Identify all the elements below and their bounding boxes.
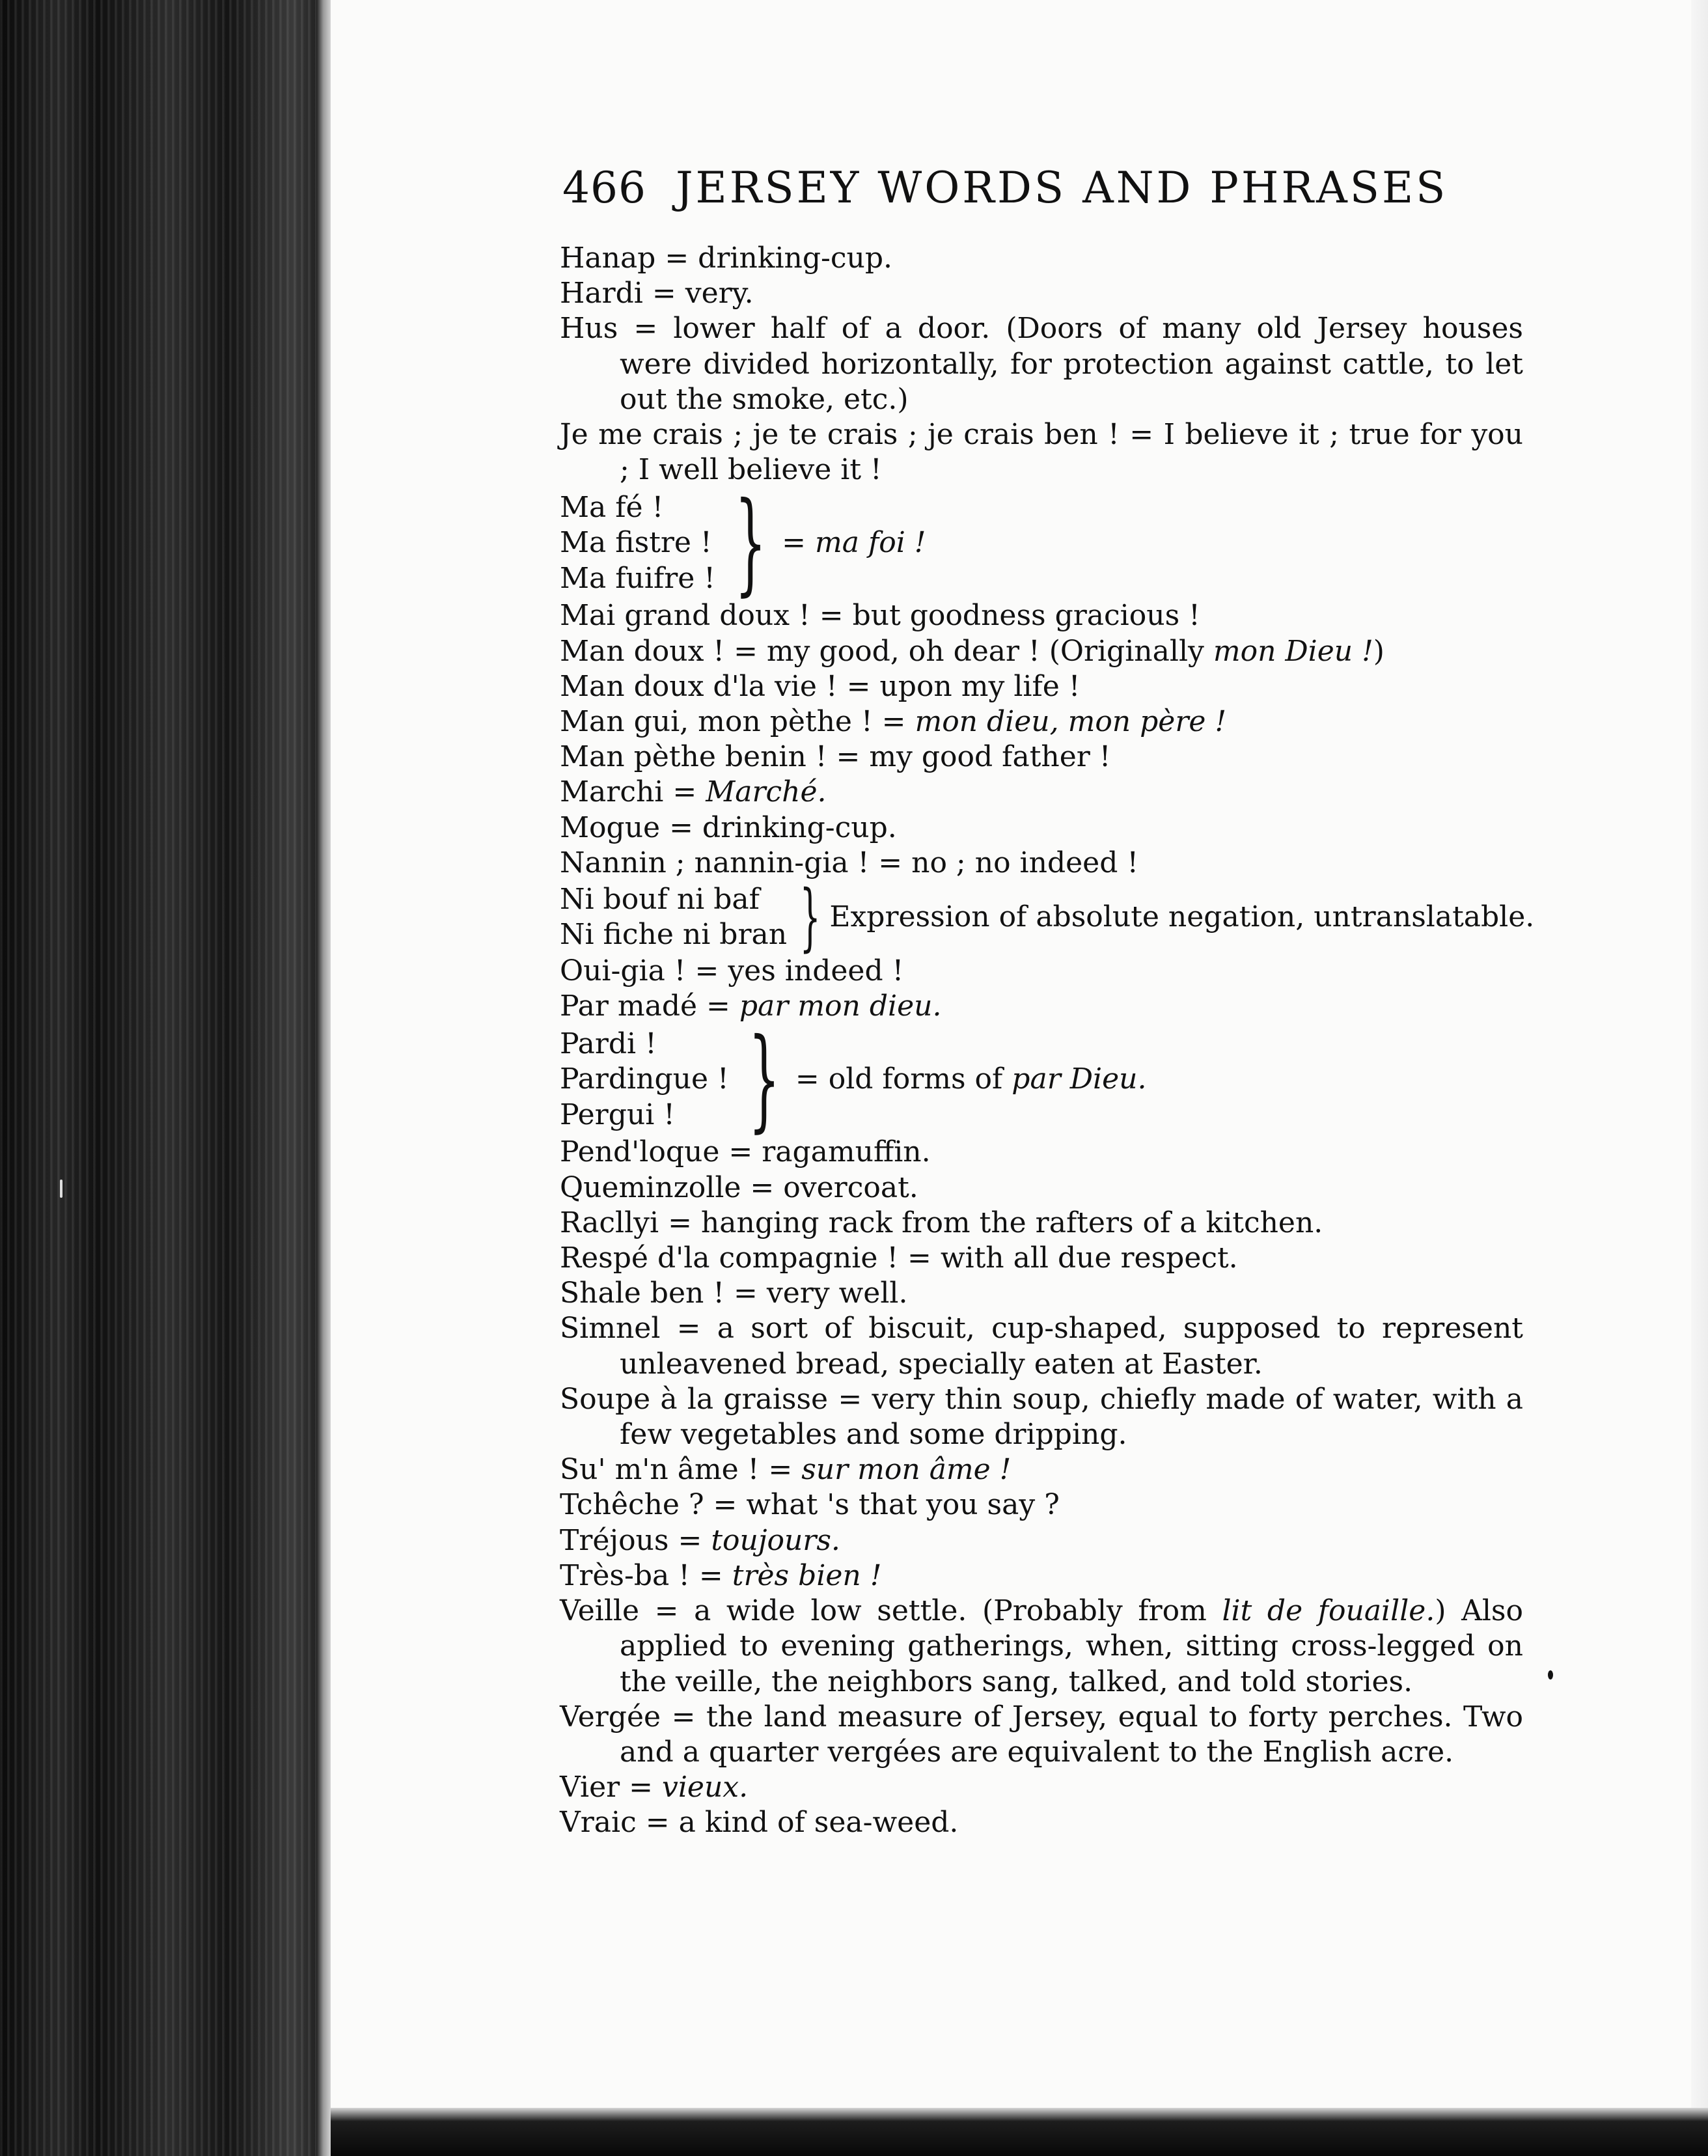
brace-symbol: } <box>734 478 767 608</box>
glossary-entry: Queminzolle = overcoat. <box>560 1170 918 1204</box>
group-term: Pardi ! <box>560 1027 657 1061</box>
glossary-entry: Man doux d'la vie ! = upon my life ! <box>560 669 1081 703</box>
glossary-entry: Oui-gia ! = yes indeed ! <box>560 954 904 988</box>
page-right-edge <box>1691 0 1708 2156</box>
glossary-entry: Vergée = the land measure of Jersey, equal to forty perches. Two and a quarter vergées are equivalent to the English acre. <box>560 1700 1523 1769</box>
glossary-entry: Je me crais ; je te crais ; je crais ben ! = I believe it ; true for you ; I well believe it ! <box>560 418 1523 487</box>
glossary-entry: Nannin ; nannin-gia ! = no ; no indeed ! <box>560 846 1139 879</box>
glossary-entry: Veille = a wide low settle. (Probably from lit de fouaille.) Also applied to evening gatherings, when, sitting cross-legged on the veille, the neighbors sang, talked, and told stories. <box>560 1594 1523 1698</box>
glossary-entry-group <box>560 875 1535 960</box>
glossary-entry: Hanap = drinking-cup. <box>560 242 893 275</box>
group-term: Ma fé ! <box>560 491 664 525</box>
group-term: Pergui ! <box>560 1098 675 1131</box>
glossary-entry: Très-ba ! = très bien ! <box>560 1558 882 1592</box>
glossary-entry-group <box>560 478 1523 608</box>
running-header <box>562 163 1448 228</box>
glossary-entry: Man pèthe benin ! = my good father ! <box>560 740 1111 774</box>
glossary-entry: Tréjous = toujours. <box>560 1523 840 1557</box>
group-term: Ni bouf ni baf <box>560 882 760 916</box>
group-term: Ni fiche ni bran <box>560 918 788 952</box>
glossary-entry: Soupe à la graisse = very thin soup, chiefly made of water, with a few vegetables and some dripping. <box>560 1382 1523 1452</box>
brace-symbol: } <box>748 1015 780 1144</box>
glossary-entry: Pend'loque = ragamuffin. <box>560 1135 931 1169</box>
glossary-entry-group <box>560 1015 1523 1144</box>
group-definition: Expression of absolute negation, untranslatable. <box>829 900 1535 933</box>
glossary-entry: Vier = vieux. <box>560 1771 749 1804</box>
glossary-entry: Tchêche ? = what 's that you say ? <box>560 1488 1060 1522</box>
book-binding <box>0 0 325 2156</box>
group-definition: = ma foi ! <box>782 526 926 560</box>
glossary-entry: Racllyi = hanging rack from the rafters of a kitchen. <box>560 1206 1323 1239</box>
group-definition: = old forms of par Dieu. <box>795 1062 1147 1096</box>
glossary-entry: Respé d'la compagnie ! = with all due respect. <box>560 1241 1238 1275</box>
glossary-entry: Vraic = a kind of sea-weed. <box>560 1806 959 1840</box>
glossary-entry: Par madé = par mon dieu. <box>560 989 942 1023</box>
glossary-entry: Shale ben ! = very well. <box>560 1277 908 1310</box>
group-term: Ma fuifre ! <box>560 561 715 595</box>
group-term: Ma fistre ! <box>560 526 712 560</box>
group-terms <box>560 1027 729 1133</box>
glossary-entry: Hardi = very. <box>560 277 754 311</box>
glossary-entry: Simnel = a sort of biscuit, cup-shaped, supposed to represent unleavened bread, specially eaten at Easter. <box>560 1312 1523 1381</box>
binding-mark <box>60 1180 62 1198</box>
running-title: JERSEY WORDS AND PHRASES <box>676 163 1448 213</box>
brace-symbol: } <box>799 875 821 960</box>
glossary-entry: Su' m'n âme ! = sur mon âme ! <box>560 1453 1012 1487</box>
glossary-entry: Mai grand doux ! = but goodness gracious ! <box>560 599 1200 633</box>
page-edge <box>316 0 332 2156</box>
ink-speck <box>1548 1670 1553 1679</box>
group-term: Pardingue ! <box>560 1062 729 1096</box>
glossary-entries <box>560 241 1535 1841</box>
glossary-entry: Hus = lower half of a door. (Doors of many old Jersey houses were divided horizontally, for protection against cattle, to let out the smoke, etc.) <box>560 312 1523 416</box>
glossary-entry: Mogue = drinking-cup. <box>560 810 897 844</box>
group-terms <box>560 490 715 596</box>
glossary-entry: Man doux ! = my good, oh dear ! (Originally mon Dieu !) <box>560 634 1384 668</box>
glossary-entry: Marchi = Marché. <box>560 775 827 809</box>
page-number: 466 <box>562 163 646 213</box>
page-bottom-shadow <box>331 2108 1708 2156</box>
group-terms <box>560 882 787 952</box>
glossary-entry: Man gui, mon pèthe ! = mon dieu, mon père ! <box>560 705 1227 739</box>
